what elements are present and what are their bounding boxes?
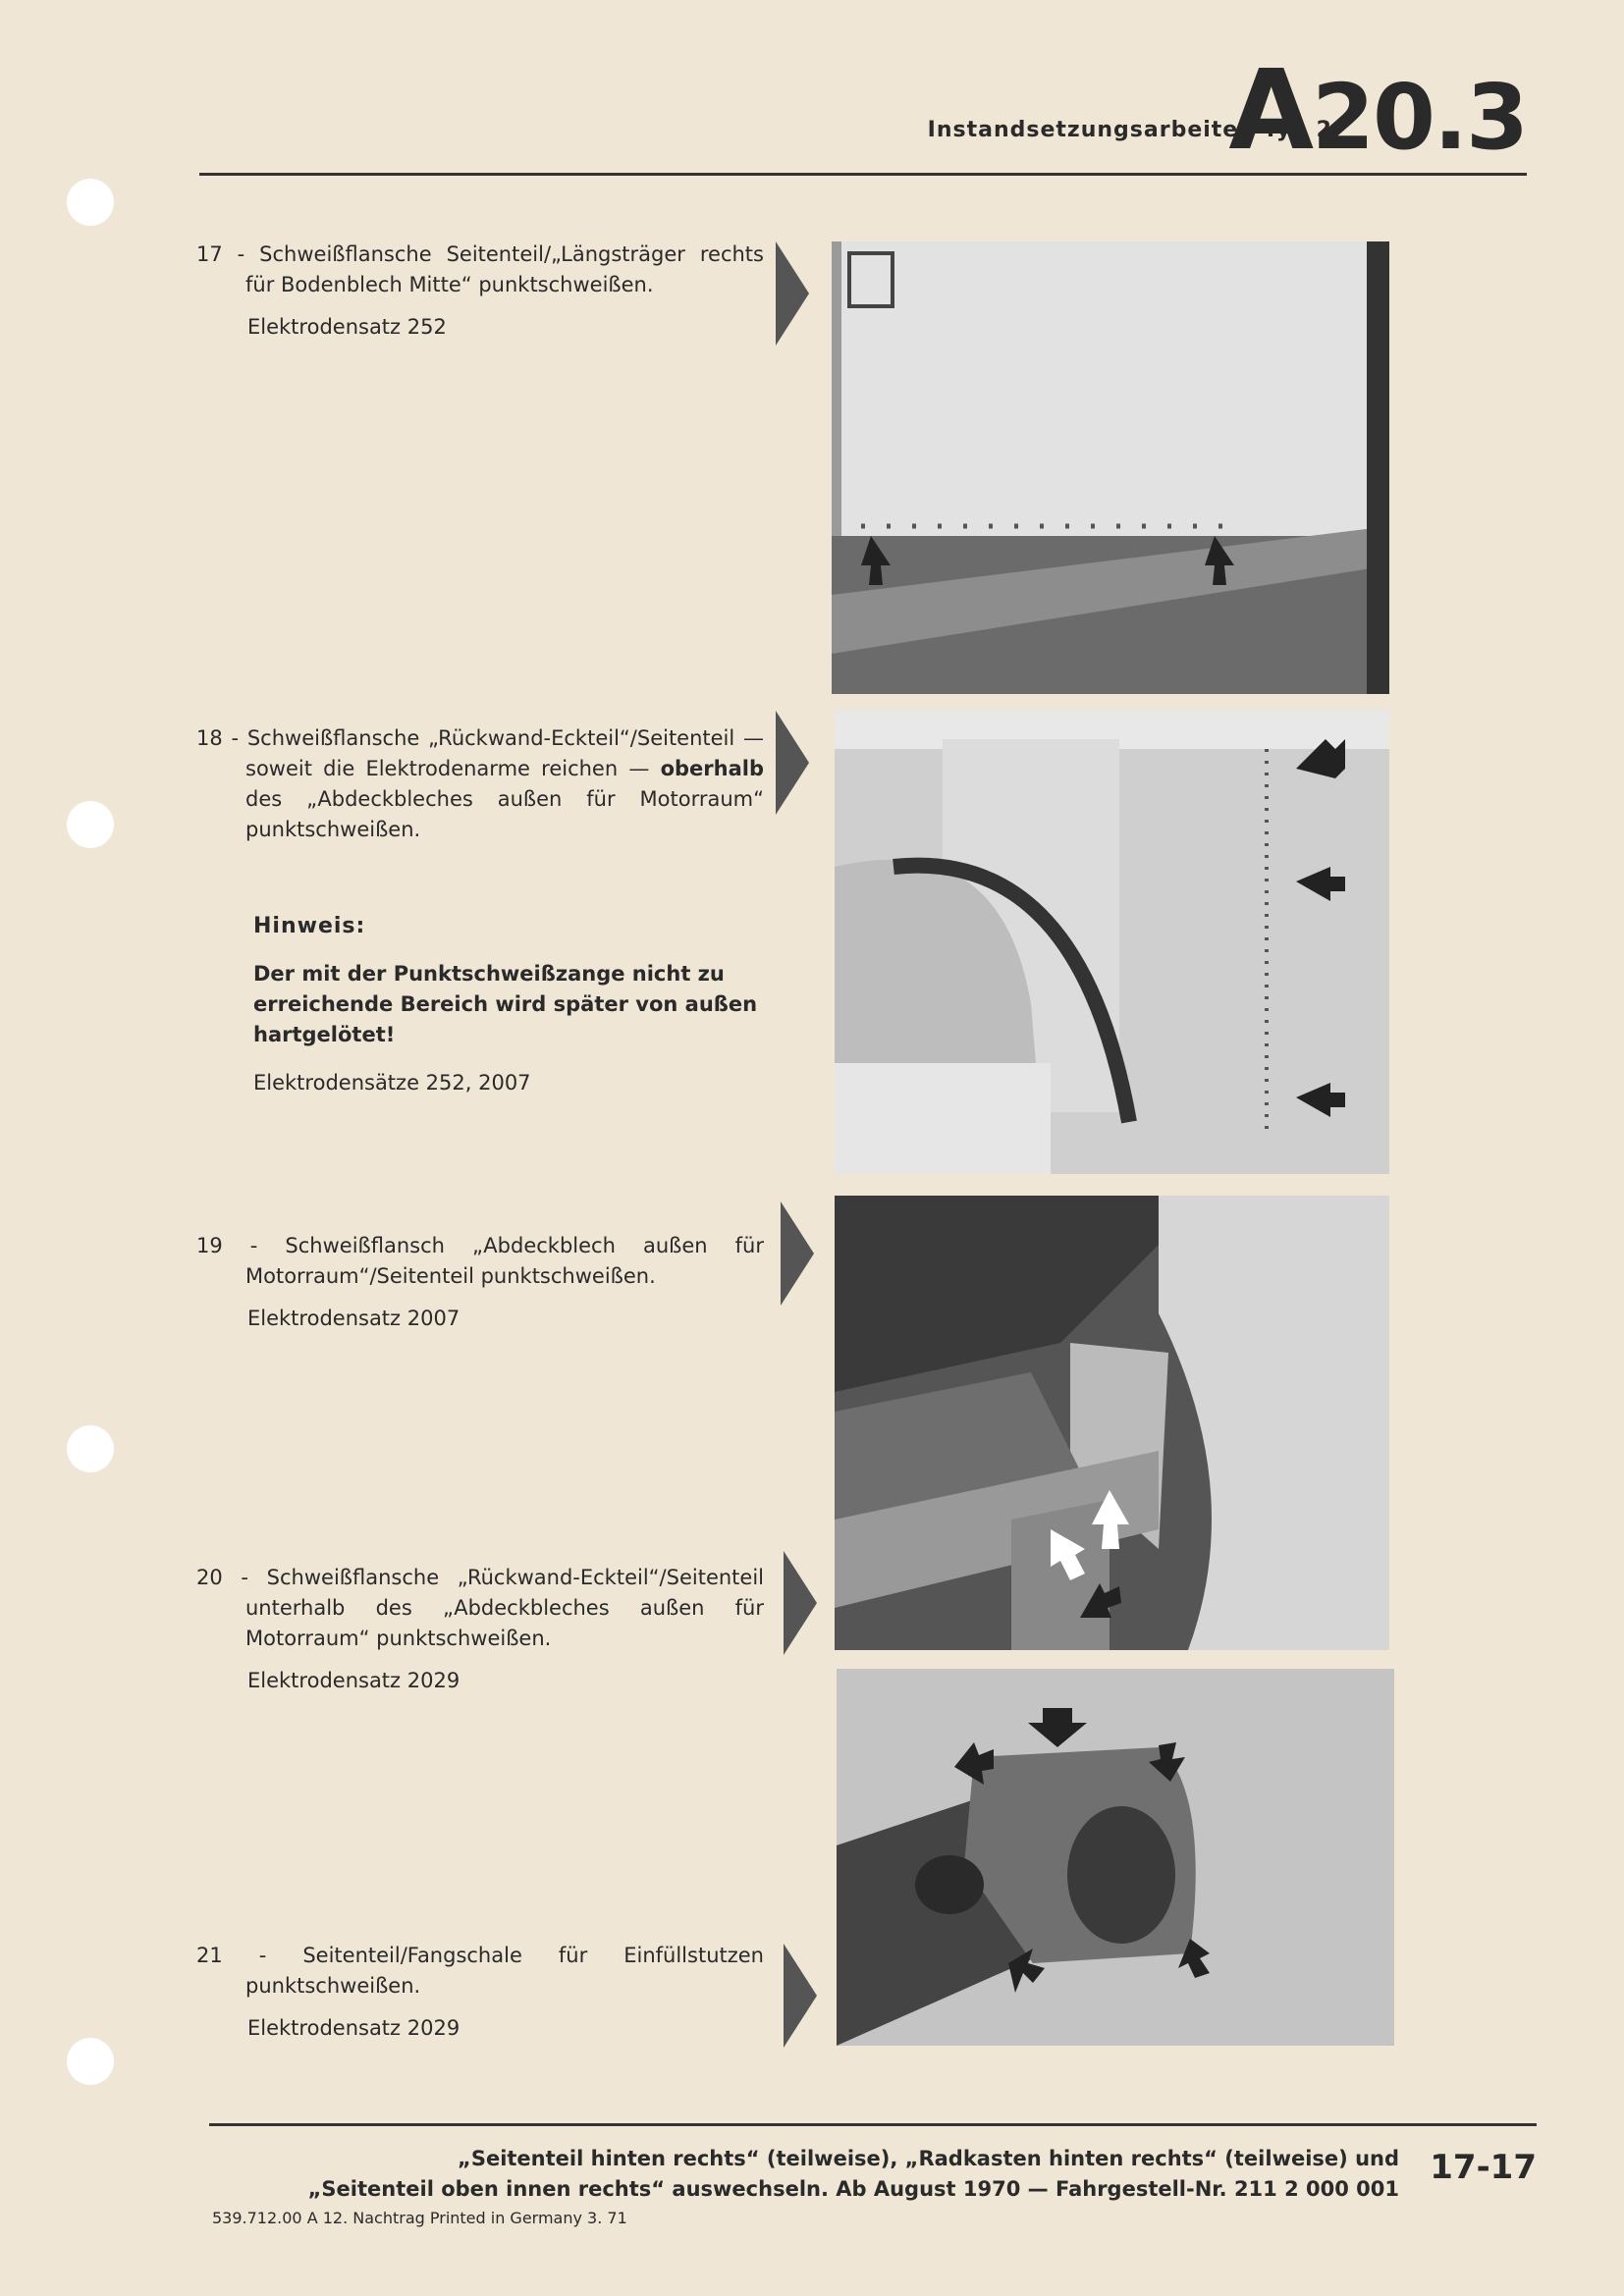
electrode-set: Elektrodensatz 2029 [247, 1669, 460, 1692]
photo-step-17 [832, 241, 1389, 694]
step-19 [196, 1231, 764, 1334]
imprint: 539.712.00 A 12. Nachtrag Printed in Germany 3. 71 [212, 2209, 627, 2227]
footer-title-line: „Seitenteil oben innen rechts“ auswechseln. Ab August 1970 — Fahrgestell-Nr. 211 2 000 001 [307, 2177, 1399, 2201]
step-number: 17 - [196, 242, 245, 266]
electrode-set: Elektrodensatz 252 [247, 315, 447, 339]
step-number: 20 - [196, 1566, 248, 1589]
pointer-arrow-icon [784, 1551, 817, 1655]
step-20 [196, 1563, 764, 1696]
note-heading: Hinweis: [253, 914, 366, 938]
pointer-arrow-icon [781, 1201, 814, 1306]
punch-hole [67, 2038, 114, 2085]
step-number: 18 - [196, 726, 240, 750]
step-21 [196, 1941, 764, 2044]
step-text: Schweißflansch „Abdeckblech außen für Motorraum“/Seitenteil punktschweißen. [245, 1234, 764, 1288]
photo-step-18 [835, 710, 1389, 1174]
step-text: Schweißflansche „Rückwand-Eckteil“/Seitenteil — soweit die Elektrodenarme reichen — [245, 726, 764, 780]
pointer-arrow-icon [776, 241, 809, 346]
punch-hole [67, 1425, 114, 1472]
note-body: Der mit der Punktschweißzange nicht zu erreichende Bereich wird später von außen hartgelötet! [253, 962, 758, 1046]
electrode-set: Elektrodensatz 2029 [247, 2016, 460, 2040]
section-number: 20.3 [1312, 65, 1527, 170]
step-text: Seitenteil/Fangschale für Einfüllstutzen punktschweißen. [245, 1944, 764, 1998]
page-header [199, 47, 1527, 176]
note-box [253, 911, 764, 1098]
step-text: Schweißflansche „Rückwand-Eckteil“/Seitenteil unterhalb des „Abdeckbleches außen für Motorraum“ punktschweißen. [245, 1566, 764, 1650]
header-title: Instandsetzungsarbeiten Typ 2 [927, 118, 1332, 142]
section-code [1228, 47, 1527, 175]
step-text: des „Abdeckbleches außen für Motorraum“ punktschweißen. [245, 787, 764, 841]
section-letter: A [1228, 47, 1312, 175]
step-number: 21 - [196, 1944, 267, 1967]
photo-step-19 [835, 1196, 1389, 1650]
punch-hole [67, 179, 114, 226]
page-footer [209, 2123, 1537, 2201]
pointer-arrow-icon [776, 711, 809, 815]
pointer-arrow-icon [784, 1944, 817, 2048]
step-17 [196, 240, 764, 343]
footer-title-line: „Seitenteil hinten rechts“ (teilweise), „Radkasten hinten rechts“ (teilweise) und [458, 2147, 1399, 2170]
footer-title [308, 2144, 1399, 2205]
step-18 [196, 723, 764, 845]
electrode-set: Elektrodensatz 2007 [247, 1307, 460, 1330]
page-number: 17-17 [1430, 2148, 1537, 2187]
electrode-set: Elektrodensätze 252, 2007 [253, 1071, 531, 1095]
step-text-emphasis: oberhalb [660, 757, 764, 780]
step-text: Schweißflansche Seitenteil/„Längsträger rechts für Bodenblech Mitte“ punktschweißen. [245, 242, 764, 296]
step-number: 19 - [196, 1234, 258, 1257]
punch-hole [67, 801, 114, 848]
photo-step-20-21 [837, 1669, 1394, 2046]
